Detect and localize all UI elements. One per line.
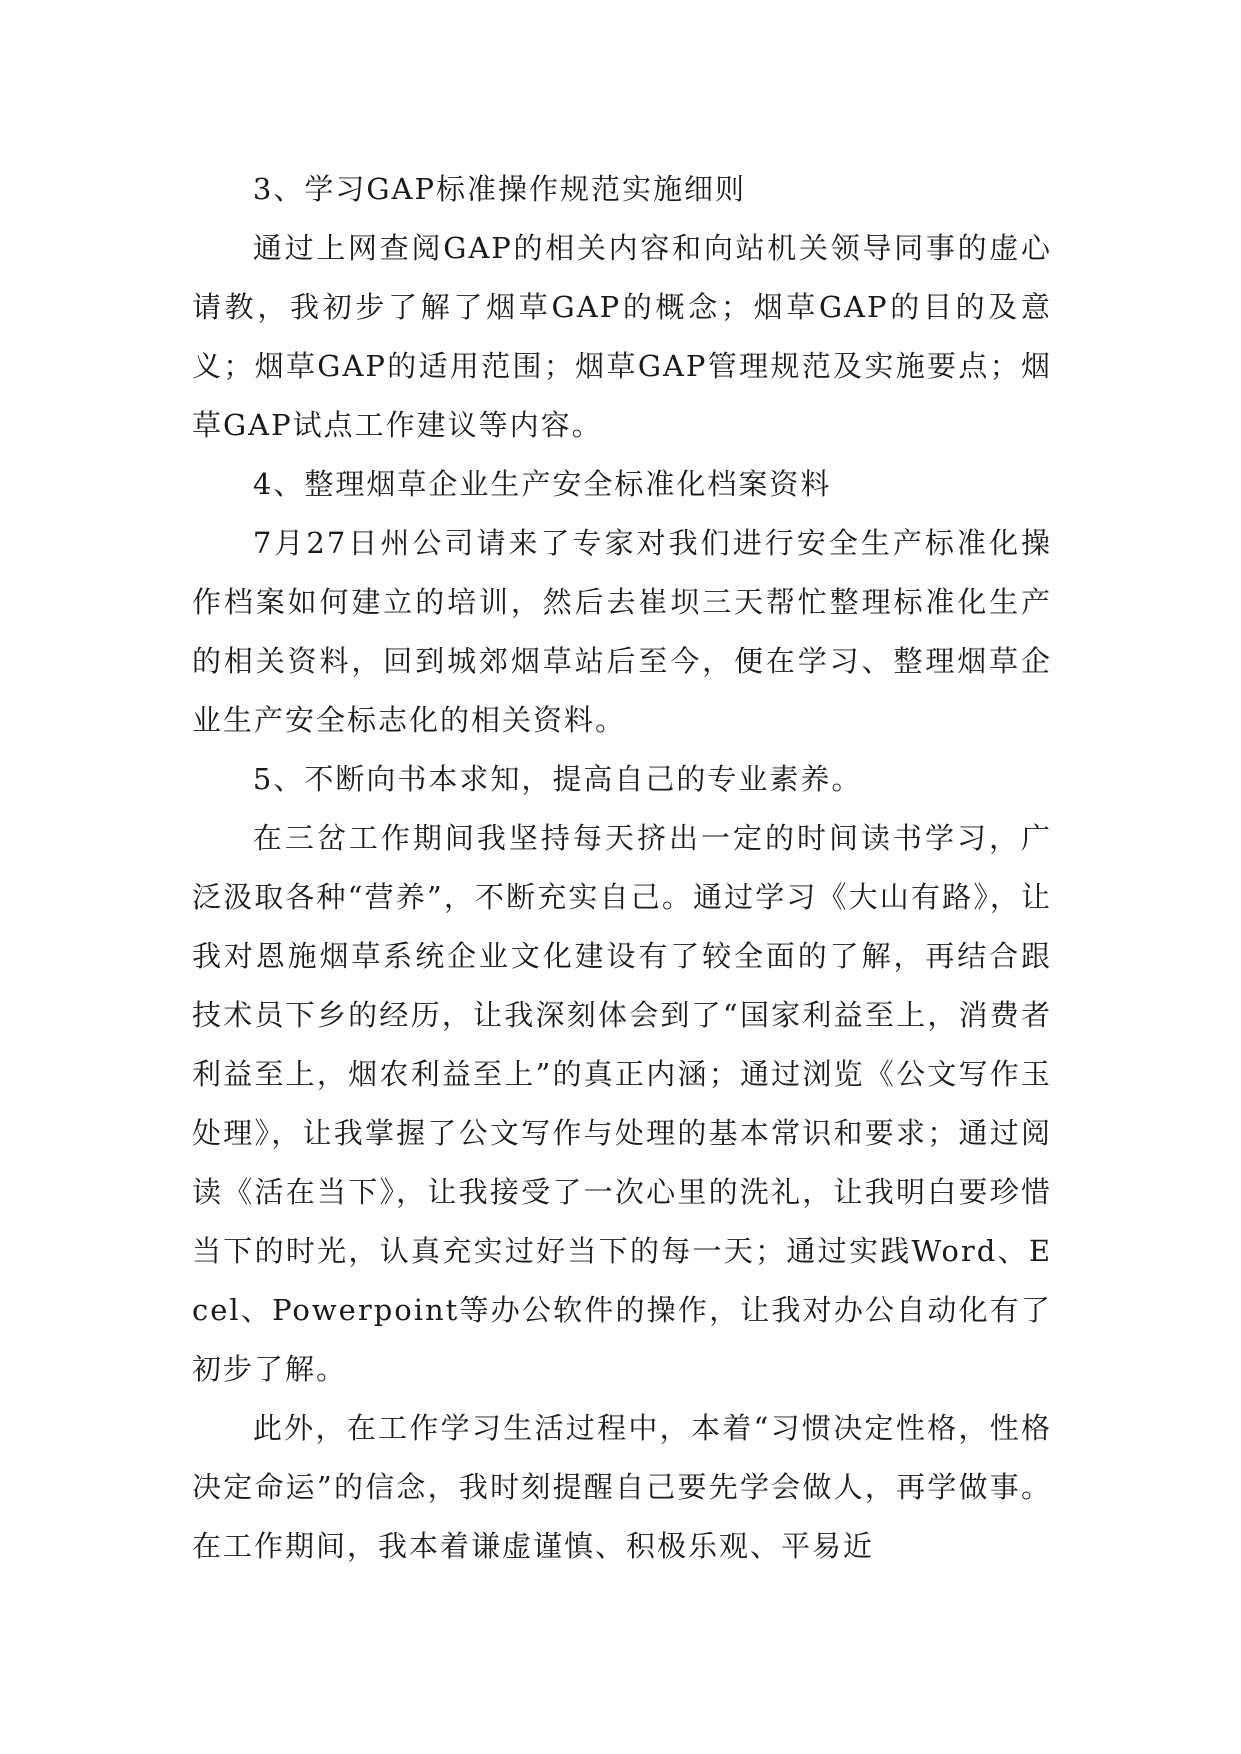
paragraph-archives: 7月27日州公司请来了专家对我们进行安全生产标准化操作档案如何建立的培训，然后去崔坝三天帮忙整理标准化生产的相关资料，回到城郊烟草站后至今，便在学习、整理烟草企业生产安全标志化的相关资料。 — [192, 526, 1052, 737]
paragraph-conclusion: 此外，在工作学习生活过程中，本着“习惯决定性格，性格决定命运”的信念，我时刻提醒自己要先学会做人，再学做事。在工作期间，我本着谦虚谨慎、积极乐观、平易近 — [192, 1411, 1052, 1563]
document-body — [192, 160, 1052, 1576]
paragraph-gap-learning: 通过上网查阅GAP的相关内容和向站机关领导同事的虚心请教，我初步了解了烟草GAP的概念；烟草GAP的目的及意义；烟草GAP的适用范围；烟草GAP管理规范及实施要点；烟草GAP试点工作建议等内容。 — [192, 231, 1052, 442]
section-heading-reading: 5、不断向书本求知，提高自己的专业素养。 — [252, 762, 863, 796]
section-heading-gap: 3、学习GAP标准操作规范实施细则 — [252, 172, 746, 206]
paragraph-reading: 在三岔工作期间我坚持每天挤出一定的时间读书学习，广泛汲取各种“营养”，不断充实自己。通过学习《大山有路》，让我对恩施烟草系统企业文化建设有了较全面的了解，再结合跟技术员下乡的经历，让我深刻体会到了“国家利益至上，消费者利益至上，烟农利益至上”的真正内涵；通过浏览《公文写作玉处理》，让我掌握了公文写作与处理的基本常识和要求；通过阅读《活在当下》，让我接受了一次心里的洗礼，让我明白要珍惜当下的时光，认真充实过好当下的每一天；通过实践Word、Ecel、Powerpoint等办公软件的操作，让我对办公自动化有了初步了解。 — [192, 821, 1052, 1386]
section-heading-archives: 4、整理烟草企业生产安全标准化档案资料 — [252, 467, 832, 501]
